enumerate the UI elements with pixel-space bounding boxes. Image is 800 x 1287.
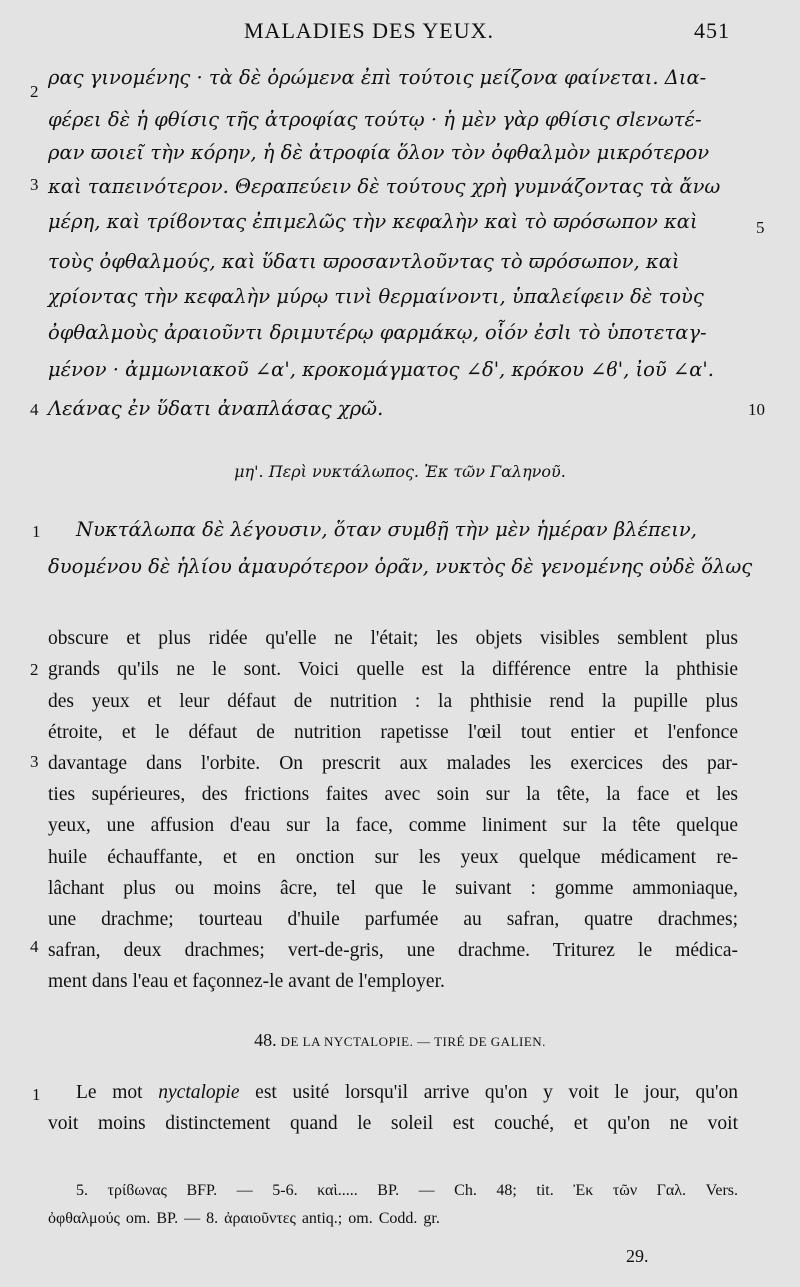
- greek-line: χρίοντας τὴν κεφαλὴν μύρῳ τινὶ θερμαίνοντι, ὑπαλείφειν δὲ τοὺς: [48, 285, 704, 308]
- french-line: une drachme; tourteau d'huile parfumée au safran, quatre drachmes;: [48, 909, 738, 930]
- french-line: lâchant plus ou moins âcre, tel que le suivant : gomme ammoniaque,: [48, 878, 738, 899]
- greek-section-number: 4: [30, 400, 39, 419]
- greek-line: ραν ϖοιεῖ τὴν κόρην, ἡ δὲ ἀτροφία ὅλον τὸν ὀφθαλμὸν μικρότερον: [48, 141, 710, 164]
- french-line: des yeux et leur défaut de nutrition : la phthisie rend la pupille plus: [48, 691, 738, 712]
- french-line: ment dans l'eau et façonnez-le avant de l'employer.: [48, 971, 445, 992]
- french-section-heading: [0, 1030, 800, 1051]
- greek-section-number: 2: [30, 82, 39, 101]
- greek-line: μένον · ἀμμωνιακοῦ ∠α', κροκομάγματος ∠δ', κρόκου ∠ϐ', ἰοῦ ∠α'.: [48, 358, 714, 381]
- french-subsection-number: 1: [32, 1085, 41, 1104]
- french-section-number: 4: [30, 937, 39, 956]
- running-title: MALADIES DES YEUX.: [244, 18, 495, 43]
- section-number: 48.: [254, 1030, 277, 1050]
- greek-line: καὶ ταπεινότερον. Θεραπεύειν δὲ τούτους χρὴ γυμνάζοντας τὰ ἄνω: [48, 175, 721, 198]
- text-run: Le mot: [76, 1082, 159, 1103]
- french-line: voit moins distinctement quand le soleil est couché, et qu'on ne voit: [48, 1113, 738, 1134]
- french-line: yeux, une affusion d'eau sur la face, comme liniment sur la tête quelque: [48, 815, 738, 836]
- greek-section-number: 3: [30, 175, 39, 194]
- greek-line: τοὺς ὀφθαλμούς, καὶ ὕδατι ϖροσαντλοῦντας τὸ ϖρόσωπον, καὶ: [48, 250, 680, 273]
- page-number: 451: [694, 18, 730, 43]
- term-nyctalopie: nyctalopie: [158, 1082, 240, 1103]
- greek-line: Λεάνας ἐν ὕδατι ἀναπλάσας χρῶ.: [48, 397, 384, 420]
- greek-line-number: 5: [756, 218, 765, 237]
- greek-line: Νυκτάλωπα δὲ λέγουσιν, ὅταν συμϐῇ τὴν μὲν ἡμέραν βλέπειν,: [76, 518, 697, 541]
- printer-signature: 29.: [626, 1246, 649, 1266]
- french-line: safran, deux drachmes; vert-de-gris, une drachme. Triturez le médica-: [48, 940, 738, 961]
- greek-line: ὀφθαλμοὺς ἀραιοῦντι δριμυτέρῳ φαρμάκῳ, οἷόν ἐσlι τὸ ὑποτεταγ-: [48, 321, 707, 344]
- greek-line: δυομένου δὲ ἡλίου ἀμαυρότερον ὁρᾶν, νυκτὸς δὲ γενομένης οὐδὲ ὅλως: [48, 555, 753, 578]
- greek-line: ρας γινομένης · τὰ δὲ ὁρώμενα ἐπὶ τούτοις μείζονα φαίνεται. Δια-: [48, 66, 707, 89]
- french-line: étroite, et le défaut de nutrition rapetisse l'œil tout entier et l'enfonce: [48, 722, 738, 743]
- french-line: obscure et plus ridée qu'elle ne l'était; les objets visibles semblent plus: [48, 628, 738, 649]
- section-title: DE LA NYCTALOPIE. — TIRÉ DE GALIEN.: [280, 1034, 546, 1049]
- running-header: [0, 18, 800, 48]
- french-line: [76, 1077, 738, 1109]
- greek-line-number: 10: [748, 400, 765, 419]
- french-line: davantage dans l'orbite. On prescrit aux malades les exercices des par-: [48, 753, 738, 774]
- french-line: ties supérieures, des frictions faites avec soin sur la tête, la face et les: [48, 784, 738, 805]
- greek-line: φέρει δὲ ἡ φθίσις τῆς ἀτροφίας τούτῳ · ἡ μὲν γὰρ φθίσις σlενωτέ-: [48, 108, 702, 131]
- french-line: grands qu'ils ne le sont. Voici quelle est la différence entre la phthisie: [48, 659, 738, 680]
- french-line: huile échauffante, et en onction sur les yeux quelque médicament re-: [48, 847, 738, 868]
- greek-section-heading: μη'. Περὶ νυκτάλωπος. Ἐκ τῶν Γαληνοῦ.: [234, 462, 566, 481]
- footnote-line: ὀφθαλμούς om. BP. — 8. ἀραιοῦντες antiq.; om. Codd. gr.: [48, 1210, 440, 1227]
- greek-subsection-number: 1: [32, 522, 41, 541]
- text-run: est usité lorsqu'il arrive qu'on y voit le jour, qu'on: [239, 1082, 739, 1103]
- french-section-number: 3: [30, 752, 39, 771]
- french-section-number: 2: [30, 660, 39, 679]
- greek-line: μέρη, καὶ τρίϐοντας ἐπιμελῶς τὴν κεφαλὴν καὶ τὸ ϖρόσωπον καὶ: [48, 210, 698, 233]
- footnote-line: 5. τρίϐωνας BFP. — 5-6. καὶ..... BP. — Ch. 48; tit. Ἐκ τῶν Γαλ. Vers.: [76, 1182, 738, 1199]
